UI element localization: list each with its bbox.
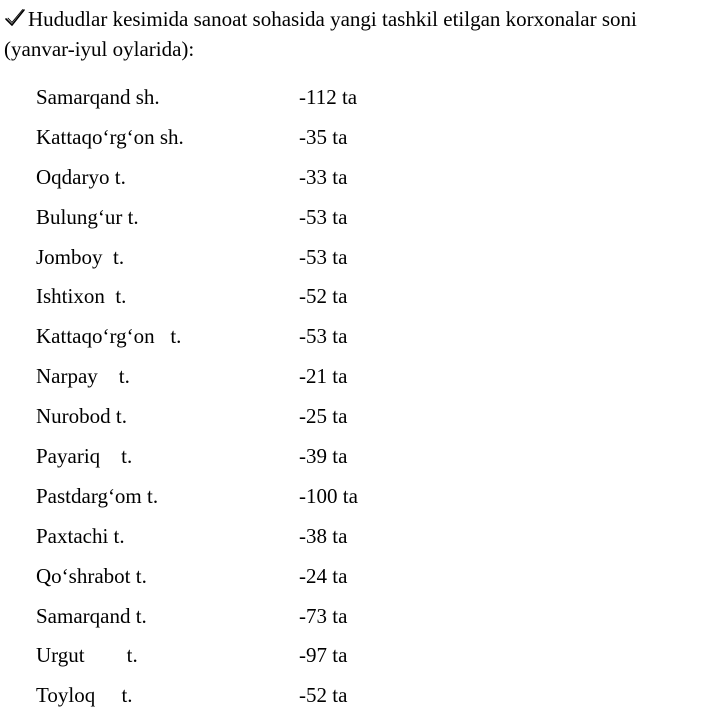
list-item — [36, 202, 436, 242]
list-item — [36, 680, 436, 720]
enterprise-count: -25 ta — [299, 404, 348, 429]
district-name: Payariq t. — [36, 444, 133, 469]
district-name: Urgut t. — [36, 643, 138, 668]
district-name: Samarqand sh. — [36, 85, 160, 109]
enterprise-count: -53 ta — [299, 204, 348, 229]
list-item — [36, 441, 436, 481]
enterprise-count: -52 ta — [299, 284, 348, 309]
district-name: Bulung‘ur t. — [36, 204, 139, 229]
district-name: Narpay t. — [36, 364, 130, 389]
enterprise-count: -73 ta — [299, 603, 348, 628]
list-item — [36, 601, 436, 641]
list-item — [36, 321, 436, 361]
list-item — [36, 82, 436, 122]
heading-text: Hududlar kesimida sanoat sohasida yangi tashkil etilgan korxonalar soni (yanvar-iyul oylarida): — [4, 7, 637, 61]
list-item — [36, 361, 436, 401]
enterprise-count: -53 ta — [299, 324, 348, 349]
district-name: Oqdaryo t. — [36, 164, 126, 189]
checkmark-icon — [4, 8, 26, 28]
district-name: Qo‘shrabot t. — [36, 563, 147, 588]
list-item — [36, 481, 436, 521]
district-name: Nurobod t. — [36, 404, 127, 429]
list-item — [36, 561, 436, 601]
enterprise-count: -100 ta — [299, 483, 358, 508]
district-name: Toyloq t. — [36, 683, 133, 708]
district-name: Kattaqo‘rg‘on t. — [36, 324, 182, 349]
district-name: Pastdarg‘om t. — [36, 483, 159, 508]
enterprise-count: -97 ta — [299, 643, 348, 668]
enterprise-count: -33 ta — [299, 164, 348, 189]
enterprise-count: -38 ta — [299, 523, 348, 548]
enterprise-count: -112 ta — [299, 85, 358, 109]
enterprise-count: -53 ta — [299, 244, 348, 269]
list-item — [36, 162, 436, 202]
district-name: Jomboy t. — [36, 244, 125, 269]
district-name: Paxtachi t. — [36, 523, 125, 548]
district-name: Samarqand t. — [36, 603, 147, 628]
enterprise-count: -39 ta — [299, 444, 348, 469]
heading — [4, 4, 708, 64]
list-item — [36, 640, 436, 680]
list-item — [36, 242, 436, 282]
list-item — [36, 122, 436, 162]
enterprise-count: -52 ta — [299, 683, 348, 708]
list-item — [36, 521, 436, 561]
district-name: Kattaqo‘rg‘on sh. — [36, 124, 184, 149]
enterprise-count: -35 ta — [299, 124, 348, 149]
district-name: Ishtixon t. — [36, 284, 127, 309]
list-item — [36, 401, 436, 441]
enterprise-count: -24 ta — [299, 563, 348, 588]
list-item — [36, 281, 436, 321]
district-list — [36, 82, 436, 720]
enterprise-count: -21 ta — [299, 364, 348, 389]
